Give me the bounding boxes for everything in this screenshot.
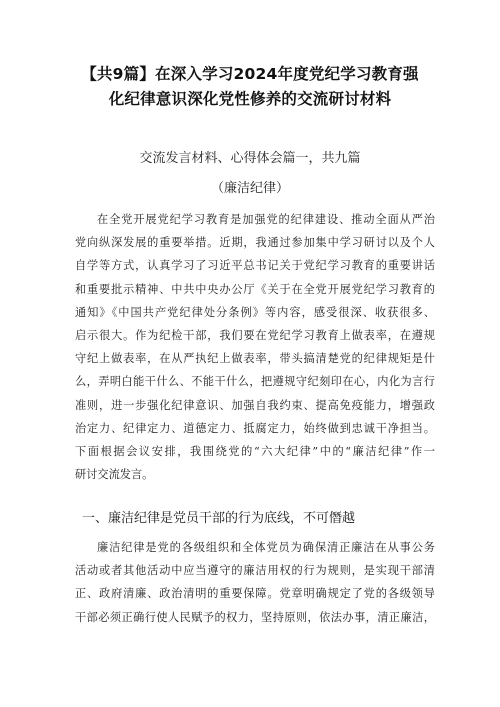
paragraph-line: 活动或者其他活动中应当遵守的廉洁用权的行为规则，是实现干部清 — [75, 564, 435, 578]
paragraph-line: 下面根据会议安排，我围绕党的“六大纪律”中的“廉洁纪律”作一 — [75, 444, 435, 458]
title-line: 化纪律意识深化党性修养的交流研讨材料 — [108, 90, 392, 108]
paragraph-line: 干部必须正确行使人民赋予的权力，坚持原则，依法办事，清正廉洁， — [75, 610, 435, 624]
paragraph-line: 党向纵深发展的重要举措。近期，我通过参加集中学习研讨以及个人 — [75, 236, 435, 250]
paragraph-line: 守纪上做表率，在从严执纪上做表率，带头搞清楚党的纪律规矩是什 — [75, 352, 435, 366]
document-title — [60, 62, 440, 112]
paragraph-line: 自学等方式，认真学习了习近平总书记关于党纪学习教育的重要讲话 — [75, 259, 435, 273]
intro-paragraph — [75, 208, 435, 486]
paragraph-line: 准则，进一步强化纪律意识、加强自我约束、提高免疫能力，增强政 — [75, 398, 435, 412]
paragraph-line: 廉洁纪律是党的各级组织和全体党员为确保清正廉洁在从事公务 — [97, 541, 435, 554]
paragraph-line: 启示很大。作为纪检干部，我们要在党纪学习教育上做表率，在遵规 — [75, 328, 435, 342]
title-line: 【共9篇】在深入学习2024年度党纪学习教育强 — [81, 65, 419, 83]
topic-label: （廉洁纪律） — [210, 181, 289, 196]
paragraph-line: 研讨交流发言。 — [75, 468, 154, 482]
paragraph-line: 正、政府清廉、政治清明的重要保障。党章明确规定了党的各级领导 — [75, 587, 435, 601]
paragraph-line: 么，弄明白能干什么、不能干什么，把遵规守纪刻印在心，内化为言行 — [75, 375, 435, 389]
document-subtitle: 交流发言材料、心得体会篇一，共九篇 — [139, 151, 361, 166]
paragraph-line: 治定力、纪律定力、道德定力、抵腐定力，始终做到忠诚干净担当。 — [75, 421, 435, 435]
paragraph-line: 在全党开展党纪学习教育是加强党的纪律建设、推动全面从严治 — [97, 213, 435, 226]
paragraph-line: 和重要批示精神、中共中央办公厅《关于在全党开展党纪学习教育的 — [75, 282, 435, 296]
section-paragraph — [75, 536, 435, 629]
paragraph-line: 通知》《中国共产党纪律处分条例》等内容，感受很深、收获很多、 — [75, 305, 435, 319]
section-heading: 一、廉洁纪律是党员干部的行为底线，不可僭越 — [82, 511, 356, 526]
